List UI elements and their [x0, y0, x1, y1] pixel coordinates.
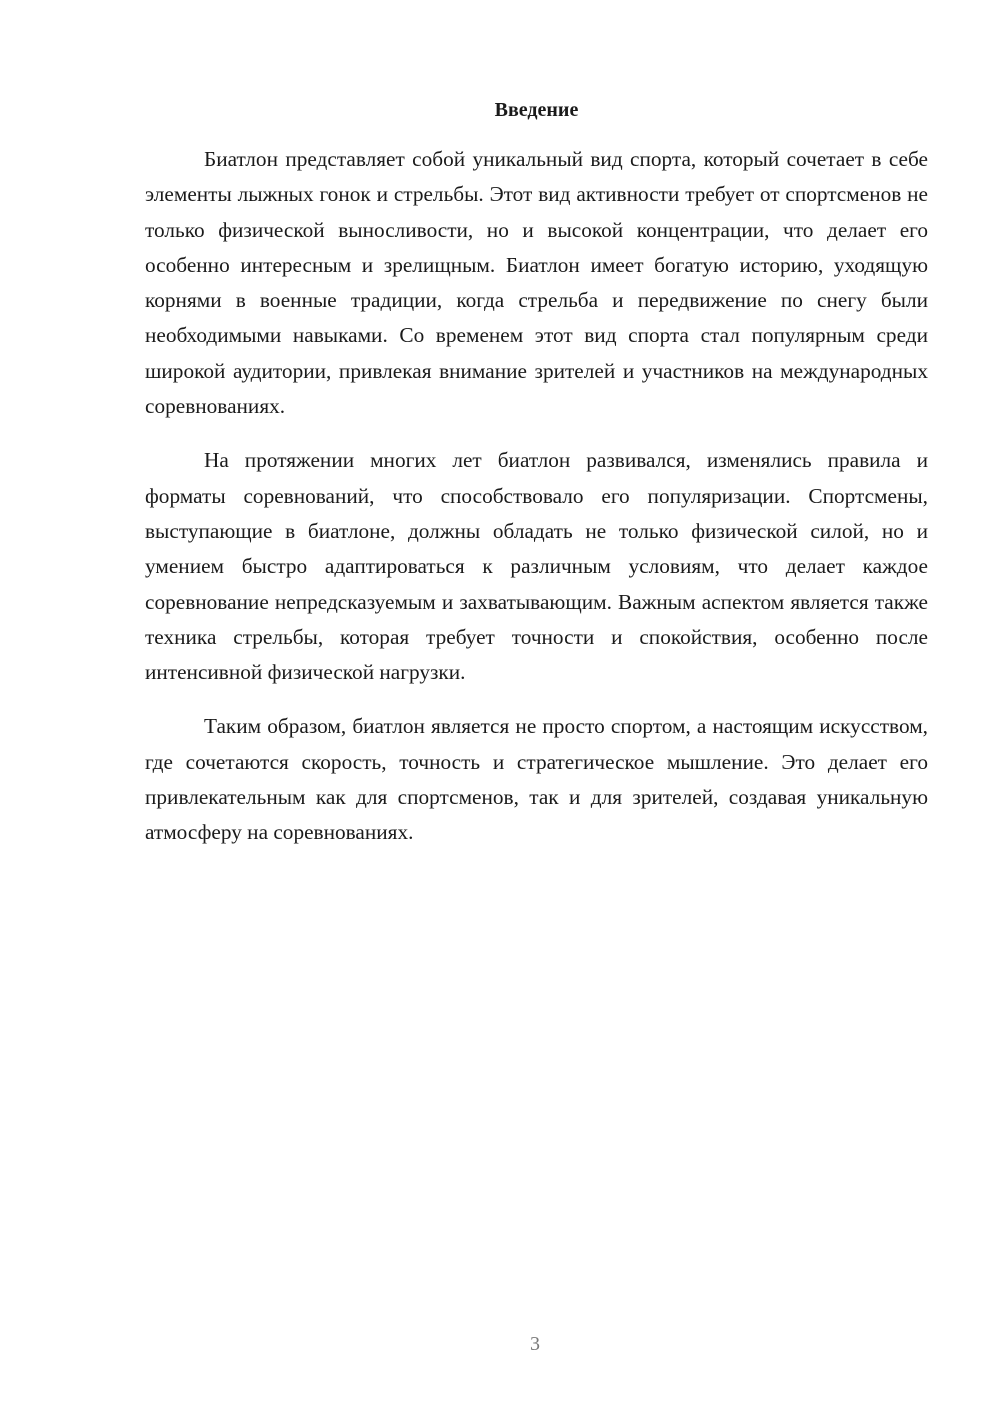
paragraph-2: На протяжении многих лет биатлон развивался, изменялись правила и форматы соревнований, что способствовало его популяризации. Спортсмены, выступающие в биатлоне, должны обладать не только физической силой, но и умением быстро адаптироваться к различным условиям, что делает каждое соревнование непредсказуемым и захватывающим. Важным аспектом является также техника стрельбы, которая требует точности и спокойствия, особенно после интенсивной физической нагрузки. [145, 448, 928, 685]
section-title: Введение [494, 99, 579, 121]
paragraph-3: Таким образом, биатлон является не просто спортом, а настоящим искусством, где сочетаются скорость, точность и стратегическое мышление. Это делает его привлекательным как для спортсменов, так и для зрителей, создавая уникальную атмосферу на соревнованиях. [145, 714, 928, 845]
paragraph-1: Биатлон представляет собой уникальный вид спорта, который сочетает в себе элементы лыжных гонок и стрельбы. Этот вид активности требует от спортсменов не только физической выносливости, но и высокой концентрации, что делает его особенно интересным и зрелищным. Биатлон имеет богатую историю, уходящую корнями в военные традиции, когда стрельба и передвижение по снегу были необходимыми навыками. Со временем этот вид спорта стал популярным среди широкой аудитории, привлекая внимание зрителей и участников на международных соревнованиях. [145, 147, 928, 419]
page-content [145, 95, 928, 851]
page-number: 3 [530, 1333, 540, 1355]
